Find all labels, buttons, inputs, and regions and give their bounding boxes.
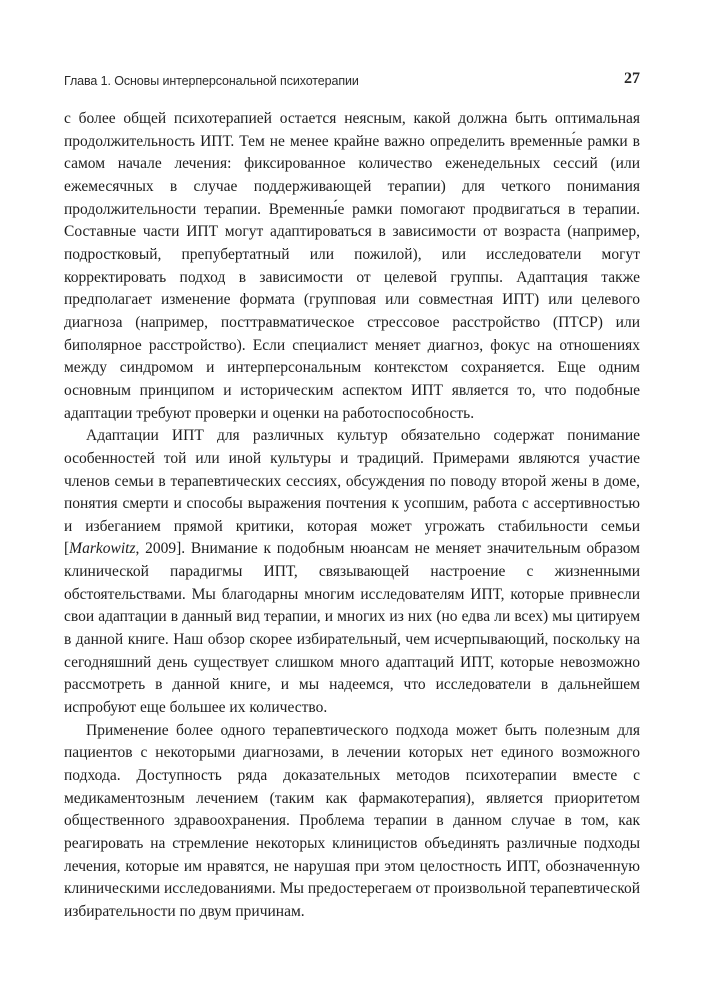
- paragraph-1: с более общей психотерапией остается неясным, какой должна быть оптимальная продолжительность ИПТ. Тем не менее крайне важно определить временны́е рамки в самом начале лечения: фиксированное количество еженедельных сессий (или ежемесячных в случае поддерживающей терапии) для четкого понимания продолжительности терапии. Временны́е рамки помогают продвигаться в терапии. Составные части ИПТ могут адаптироваться в зависимости от возраста (например, подростковый, препубертатный или пожилой), или исследователи могут корректировать подход в зависимости от целевой группы. Адаптация также предполагает изменение формата (групповая или совместная ИПТ) или целевого диагноза (например, посттравматическое стрессовое расстройство (ПТСР) или биполярное расстройство). Если специалист меняет диагноз, фокус на отношениях между синдромом и интерперсональным контекстом сохраняется. Еще одним основным принципом и историческим аспектом ИПТ является то, что подобные адаптации требуют проверки и оценки на работоспособность.: [64, 110, 640, 422]
- text-body: [64, 108, 640, 924]
- page-header: [64, 70, 640, 94]
- paragraph-2-text-end: , 2009]. Внимание к подобным нюансам не меняет значительным образом клинической парадигмы ИПТ, связывающей настроение с жизненными обстоятельствами. Мы благодарны многим исследователям ИПТ, которые привнесли свои адаптации в данный вид терапии, и многих из них (но едва ли всех) мы цитируем в данной книге. Наш обзор скорее избирательный, чем исчерпывающий, поскольку на сегодняшний день существует слишком много адаптаций ИПТ, которые невозможно рассмотреть в данной книге, и мы надеемся, что исследователи в дальнейшем испробуют еще большее их количество.: [64, 540, 640, 717]
- page-number: 27: [624, 70, 640, 87]
- running-title: Глава 1. Основы интерперсональной психотерапии: [64, 74, 359, 88]
- paragraph-2: [64, 425, 640, 720]
- paragraph-3: Применение более одного терапевтического подхода может быть полезным для пациентов с некоторыми диагнозами, в лечении которых нет единого возможного подхода. Доступность ряда доказательных методов психотерапии вместе с медикаментозным лечением (таким как фармакотерапия), является приоритетом общественного здравоохранения. Проблема терапии в данном случае в том, как реагировать на стремление некоторых клиницистов объединять различные подходы лечения, которые им нравятся, не нарушая при этом целостность ИПТ, обозначенную клиническими исследованиями. Мы предостерегаем от произвольной терапевтической избирательности по двум причинам.: [64, 721, 640, 920]
- paragraph-2-text-start: Адаптации ИПТ для различных культур обязательно содержат понимание особенностей той или иной культуры и традиций. Примерами являются участие членов семьи в терапевтических сессиях, обсуждения по поводу второй жены в доме, понятия смерти и способы выражения почтения к усопшим, работа с ассертивностью и избеганием прямой критики, которая может угрожать стабильности семьи [: [64, 427, 640, 558]
- citation-author: Markowitz: [69, 540, 136, 558]
